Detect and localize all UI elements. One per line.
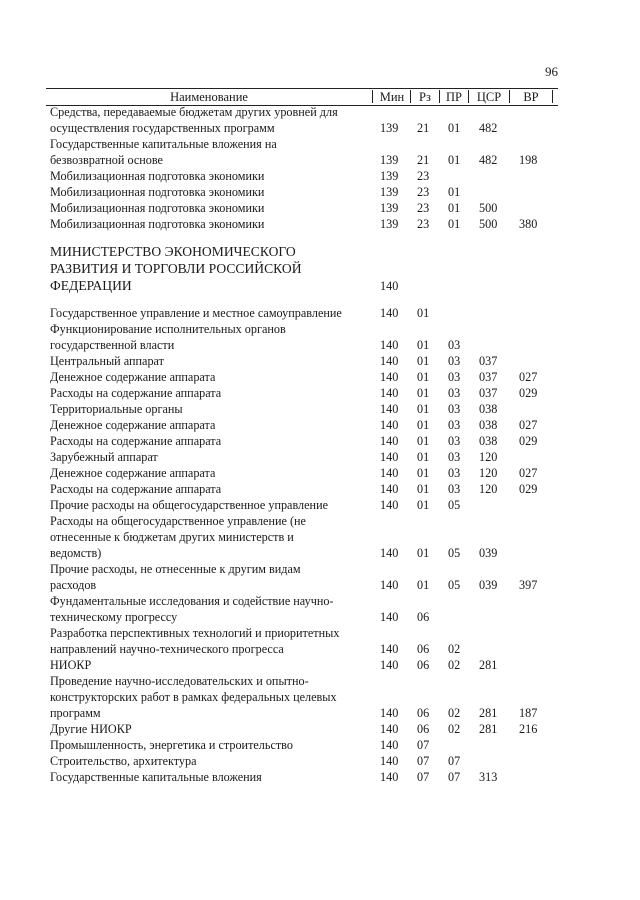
cell-rz: 23 xyxy=(417,185,430,199)
row-name: Прочие расходы на общегосударственное управление xyxy=(50,498,329,512)
row-name: Зарубежный аппарат xyxy=(50,450,158,464)
cell-rz: 01 xyxy=(417,418,430,432)
row-name: Мобилизационная подготовка экономики xyxy=(50,169,265,183)
cell-pr: 02 xyxy=(448,642,461,656)
page-number: 96 xyxy=(545,64,558,79)
table-row xyxy=(50,294,570,321)
cell-min: 140 xyxy=(380,578,399,592)
cell-min: 139 xyxy=(380,121,399,135)
column-divider xyxy=(372,90,373,103)
row-name: Мобилизационная подготовка экономики xyxy=(50,217,265,231)
cell-vr: 027 xyxy=(519,466,538,480)
cell-pr: 05 xyxy=(448,578,461,592)
cell-min: 140 xyxy=(380,279,399,293)
cell-min: 139 xyxy=(380,217,399,231)
cell-rz: 06 xyxy=(417,610,430,624)
row-name: Расходы на содержание аппарата xyxy=(50,434,222,448)
cell-pr: 05 xyxy=(448,546,461,560)
row-name: Центральный аппарат xyxy=(50,354,164,368)
cell-pr: 03 xyxy=(448,338,461,352)
table-row xyxy=(50,593,570,625)
cell-min: 140 xyxy=(380,434,399,448)
cell-csr: 281 xyxy=(479,722,498,736)
row-name: Расходы на общегосударственное управление (не отнесенные к бюджетам других министерств и ведомств) xyxy=(50,514,306,560)
cell-rz: 01 xyxy=(417,498,430,512)
table-row xyxy=(50,449,570,465)
cell-rz: 01 xyxy=(417,482,430,496)
row-name: Строительство, архитектура xyxy=(50,754,197,768)
row-name: Промышленность, энергетика и строительство xyxy=(50,738,293,752)
cell-pr: 02 xyxy=(448,722,461,736)
cell-min: 139 xyxy=(380,169,399,183)
cell-rz: 23 xyxy=(417,217,430,231)
row-name: Денежное содержание аппарата xyxy=(50,370,216,384)
cell-min: 140 xyxy=(380,482,399,496)
cell-min: 140 xyxy=(380,466,399,480)
cell-vr: 029 xyxy=(519,386,538,400)
cell-csr: 037 xyxy=(479,354,498,368)
table-row xyxy=(50,497,570,513)
cell-csr: 037 xyxy=(479,370,498,384)
cell-min: 140 xyxy=(380,706,399,720)
column-divider xyxy=(552,90,553,103)
cell-pr: 03 xyxy=(448,450,461,464)
cell-csr: 120 xyxy=(479,466,498,480)
cell-rz: 01 xyxy=(417,578,430,592)
row-name: Расходы на содержание аппарата xyxy=(50,386,222,400)
cell-pr: 05 xyxy=(448,498,461,512)
cell-pr: 03 xyxy=(448,354,461,368)
cell-min: 140 xyxy=(380,402,399,416)
header-rz: Рз xyxy=(419,90,431,104)
cell-pr: 03 xyxy=(448,370,461,384)
cell-csr: 120 xyxy=(479,450,498,464)
cell-min: 140 xyxy=(380,610,399,624)
cell-pr: 03 xyxy=(448,402,461,416)
row-name: Территориальные органы xyxy=(50,402,183,416)
table-row xyxy=(50,417,570,433)
table-row xyxy=(50,625,570,657)
row-name: Средства, передаваемые бюджетам других уровней для осуществления государственных программ xyxy=(50,105,338,135)
cell-min: 140 xyxy=(380,754,399,768)
cell-rz: 06 xyxy=(417,706,430,720)
cell-csr: 313 xyxy=(479,770,498,784)
cell-pr: 01 xyxy=(448,153,461,167)
table-row xyxy=(50,168,570,184)
table-row xyxy=(50,385,570,401)
table-row xyxy=(50,216,570,232)
table-row xyxy=(50,657,570,673)
header-min: Мин xyxy=(379,90,405,104)
cell-min: 140 xyxy=(380,354,399,368)
table-row xyxy=(50,184,570,200)
cell-vr: 027 xyxy=(519,370,538,384)
table-row xyxy=(50,769,570,785)
table-row xyxy=(50,465,570,481)
cell-csr: 038 xyxy=(479,418,498,432)
row-name: Денежное содержание аппарата xyxy=(50,466,216,480)
table-row xyxy=(50,561,570,593)
table-body xyxy=(50,104,570,785)
cell-pr: 01 xyxy=(448,217,461,231)
table-row xyxy=(50,433,570,449)
cell-vr: 198 xyxy=(519,153,538,167)
cell-vr: 187 xyxy=(519,706,538,720)
cell-min: 140 xyxy=(380,386,399,400)
cell-rz: 07 xyxy=(417,770,430,784)
cell-min: 140 xyxy=(380,370,399,384)
cell-pr: 01 xyxy=(448,121,461,135)
cell-vr: 027 xyxy=(519,418,538,432)
cell-min: 139 xyxy=(380,185,399,199)
cell-rz: 01 xyxy=(417,466,430,480)
cell-vr: 029 xyxy=(519,434,538,448)
cell-pr: 01 xyxy=(448,201,461,215)
table-row xyxy=(50,136,570,168)
header-csr: ЦСР xyxy=(476,90,502,104)
cell-csr: 482 xyxy=(479,121,498,135)
cell-rz: 01 xyxy=(417,450,430,464)
row-name: Прочие расходы, не отнесенные к другим видам расходов xyxy=(50,562,301,592)
cell-pr: 07 xyxy=(448,754,461,768)
cell-min: 140 xyxy=(380,418,399,432)
table-row xyxy=(50,753,570,769)
cell-csr: 482 xyxy=(479,153,498,167)
cell-rz: 21 xyxy=(417,121,430,135)
cell-rz: 23 xyxy=(417,169,430,183)
cell-rz: 21 xyxy=(417,153,430,167)
row-name: Государственные капитальные вложения на безвозвратной основе xyxy=(50,137,277,167)
cell-rz: 23 xyxy=(417,201,430,215)
cell-min: 140 xyxy=(380,450,399,464)
cell-min: 140 xyxy=(380,658,399,672)
cell-vr: 397 xyxy=(519,578,538,592)
cell-csr: 037 xyxy=(479,386,498,400)
cell-min: 140 xyxy=(380,738,399,752)
row-name: НИОКР xyxy=(50,658,92,672)
table-row xyxy=(50,513,570,561)
cell-csr: 500 xyxy=(479,201,498,215)
cell-rz: 07 xyxy=(417,754,430,768)
row-name: Мобилизационная подготовка экономики xyxy=(50,201,265,215)
table-row xyxy=(50,481,570,497)
cell-pr: 01 xyxy=(448,185,461,199)
row-name: Расходы на содержание аппарата xyxy=(50,482,222,496)
cell-min: 140 xyxy=(380,546,399,560)
cell-pr: 03 xyxy=(448,434,461,448)
cell-rz: 06 xyxy=(417,658,430,672)
cell-min: 140 xyxy=(380,306,399,320)
cell-rz: 01 xyxy=(417,386,430,400)
cell-pr: 02 xyxy=(448,706,461,720)
table-row xyxy=(50,104,570,136)
cell-min: 140 xyxy=(380,642,399,656)
cell-rz: 06 xyxy=(417,722,430,736)
header-pr: ПР xyxy=(446,90,462,104)
cell-rz: 01 xyxy=(417,434,430,448)
table-row xyxy=(50,369,570,385)
cell-pr: 03 xyxy=(448,418,461,432)
cell-min: 140 xyxy=(380,722,399,736)
cell-rz: 01 xyxy=(417,306,430,320)
row-name: Проведение научно-исследовательских и опытно-конструкторских работ в рамках федеральных целевых программ xyxy=(50,674,337,720)
cell-csr: 281 xyxy=(479,658,498,672)
cell-csr: 500 xyxy=(479,217,498,231)
row-name: Мобилизационная подготовка экономики xyxy=(50,185,265,199)
cell-min: 139 xyxy=(380,201,399,215)
cell-vr: 380 xyxy=(519,217,538,231)
cell-min: 140 xyxy=(380,338,399,352)
row-name: Государственное управление и местное самоуправление xyxy=(50,306,342,320)
cell-csr: 120 xyxy=(479,482,498,496)
table-row xyxy=(50,353,570,369)
section-heading-row xyxy=(50,232,570,294)
table-row xyxy=(50,737,570,753)
cell-vr: 216 xyxy=(519,722,538,736)
row-name: МИНИСТЕРСТВО ЭКОНОМИЧЕСКОГО РАЗВИТИЯ И ТОРГОВЛИ РОССИЙСКОЙ ФЕДЕРАЦИИ xyxy=(50,244,302,293)
cell-rz: 01 xyxy=(417,546,430,560)
cell-rz: 01 xyxy=(417,402,430,416)
row-name: Другие НИОКР xyxy=(50,722,132,736)
header-vr: ВР xyxy=(523,90,539,104)
header-name: Наименование xyxy=(170,90,248,104)
cell-csr: 281 xyxy=(479,706,498,720)
table-row xyxy=(50,200,570,216)
row-name: Функционирование исполнительных органов государственной власти xyxy=(50,322,286,352)
cell-csr: 039 xyxy=(479,578,498,592)
cell-min: 140 xyxy=(380,498,399,512)
table-row xyxy=(50,721,570,737)
table-row xyxy=(50,673,570,721)
cell-pr: 03 xyxy=(448,482,461,496)
cell-pr: 03 xyxy=(448,466,461,480)
cell-rz: 01 xyxy=(417,370,430,384)
cell-pr: 07 xyxy=(448,770,461,784)
cell-rz: 01 xyxy=(417,354,430,368)
table-row xyxy=(50,401,570,417)
cell-csr: 038 xyxy=(479,402,498,416)
row-name: Денежное содержание аппарата xyxy=(50,418,216,432)
table-row xyxy=(50,321,570,353)
row-name: Разработка перспективных технологий и приоритетных направлений научно-технического прогресса xyxy=(50,626,340,656)
cell-csr: 039 xyxy=(479,546,498,560)
cell-min: 139 xyxy=(380,153,399,167)
row-name: Государственные капитальные вложения xyxy=(50,770,262,784)
cell-vr: 029 xyxy=(519,482,538,496)
cell-pr: 03 xyxy=(448,386,461,400)
cell-rz: 06 xyxy=(417,642,430,656)
cell-csr: 038 xyxy=(479,434,498,448)
row-name: Фундаментальные исследования и содействие научно-техническому прогрессу xyxy=(50,594,334,624)
cell-pr: 02 xyxy=(448,658,461,672)
cell-rz: 01 xyxy=(417,338,430,352)
cell-min: 140 xyxy=(380,770,399,784)
cell-rz: 07 xyxy=(417,738,430,752)
